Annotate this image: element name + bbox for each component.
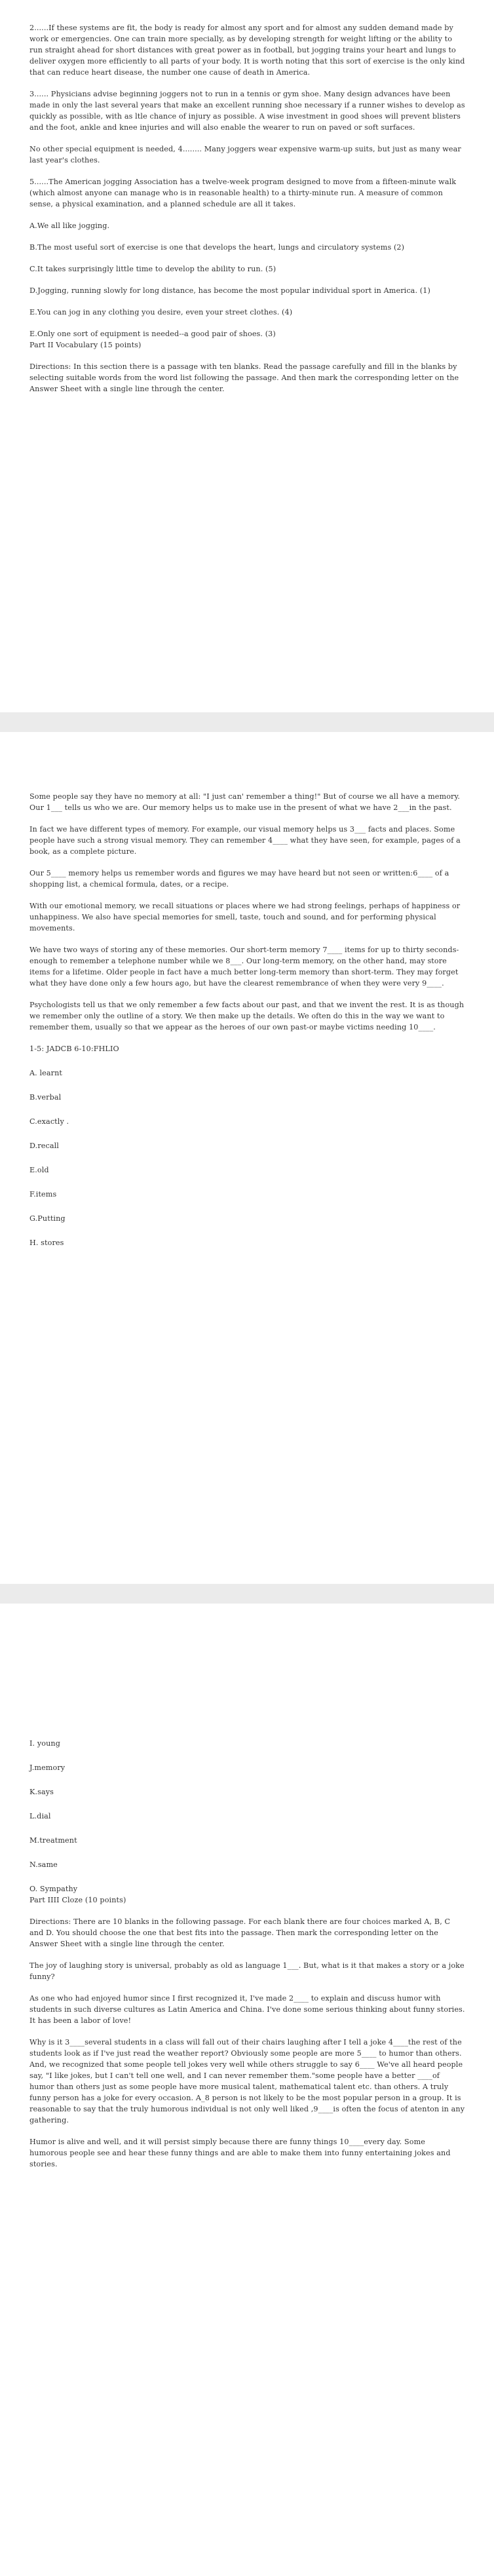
word-option: L.dial [29,1812,51,1820]
option-line: E.Only one sort of equipment is needed--a good pair of shoes. (3) [29,330,276,338]
paragraph: With our emotional memory, we recall situations or places where we had strong feelings, perhaps of happiness or unhappiness. We also have special memories for smell, taste, touch and sound, and for performing physical movements. [29,902,461,932]
option-line: B.The most useful sort of exercise is one that develops the heart, lungs and circulatory systems (2) [29,243,405,252]
paragraph: We have two ways of storing any of these memories. Our short-term memory 7____ items for up to thirty seconds-enough to remember a telephone number while we 8___. Our long-term memory, on the other hand, may store items for a lifetime. Older people in fact have a much better long-term memory than short-term. They may forget what they have done only a few hours ago, but have the clearest remembrance of when they were very 9____. [29,946,459,988]
word-option: E.old [29,1166,49,1174]
word-option: K.says [29,1788,54,1796]
word-option: H. stores [29,1239,64,1247]
paragraph: 2......If these systems are fit, the body is ready for almost any sport and for almost any sudden demand made by work or emergencies. One can train more specially, as by developing strength for weight lifting or the ability to run straight ahead for short distances with great power as in football, but jogging trains your heart and lungs to deliver oxygen more efficiently to all parts of your body. It is worth noting that this sort of exercise is the only kind that can reduce heart disease, the number one cause of death in America. [29,24,465,77]
directions: Directions: In this section there is a passage with ten blanks. Read the passage carefully and fill in the blanks by selecting suitable words from the word list following the passage. And then mark the corresponding letter on the Answer Sheet with a single line through the center. [29,362,459,393]
word-option: F.items [29,1190,57,1199]
word-option: B.verbal [29,1093,62,1102]
word-option: J.memory [29,1763,66,1772]
directions: Directions: There are 10 blanks in the following passage. For each blank there are four choices marked A, B, C and D. You should choose the one that best fits into the passage. Then mark the corresponding letter on the Answer Sheet with a single line through the center. [29,1917,451,1948]
paragraph: As one who had enjoyed humor since I first recognized it, I've made 2____ to explain and discuss humor with students in such diverse cultures as Latin America and China. I've done some serious thinking about funny stories. It has been a labor of love! [29,1994,465,2025]
paragraph: Humor is alive and well, and it will persist simply because there are funny things 10____every day. Some humorous people see and hear these funny things and are able to make them into funny entertaining jokes and stories. [29,2138,451,2168]
answer-key: 1-5: JADCB 6-10:FHLIO [29,1045,119,1053]
paragraph: In fact we have different types of memory. For example, our visual memory helps us 3___ facts and places. Some people have such a strong visual memory. They can remember 4____ what they have seen, for example, pages of a book, as a complete picture. [29,825,461,856]
option-line: C.It takes surprisingly little time to develop the ability to run. (5) [29,265,276,273]
option-line: E.You can jog in any clothing you desire, even your street clothes. (4) [29,308,293,317]
paragraph: Why is it 3____several students in a class will fall out of their chairs laughing after I tell a joke 4____the rest of the students look as if I've just read the weather report? Obviously some people are more 5____ to humor than others. And, we recognized that some people tell jokes very well while others struggle to say 6____ We've all heard people say, "I like jokes, but I can't tell one well, and I can never remember them."some people have a better ____of humor than others just as some people have more musical talent, mathematical talent etc. than others. A truly funny person has a joke for every occasion. A_8 person is not likely to be the most popular person in a group. It is reasonable to say that the truly humorous individual is not only well liked ,9____is often the focus of atenton in any gathering. [29,2038,465,2124]
document-page-2 [0,732,494,1584]
word-option: N.same [29,1860,58,1869]
paragraph: Our 5____ memory helps us remember words and figures we may have heard but not seen or written:6____ of a shopping list, a chemical formula, dates, or a recipe. [29,869,449,889]
page-separator [0,1584,494,1604]
paragraph: Some people say they have no memory at all: "I just can' remember a thing!" But of course we all have a memory. Our 1___ tells us who we are. Our memory helps us to make use in the present of what we have 2___in the past. [29,792,461,812]
section-title: Part II Vocabulary (15 points) [29,341,142,349]
paragraph: 5......The American jogging Association has a twelve-week program designed to move from a fifteen-minute walk (which almost anyone can manage who is in reasonable health) to a thirty-minute run. A measure of common sense, a physical examination, and a planned schedule are all it takes. [29,178,457,208]
paragraph: The joy of laughing story is universal, probably as old as language 1___. But, what is it that makes a story or a joke funny? [29,1961,465,1981]
option-line: A.We all like jogging. [29,221,110,230]
word-option: I. young [29,1739,60,1748]
paragraph: No other special equipment is needed, 4........ Many joggers wear expensive warm-up suits, but just as many wear last year's clothes. [29,145,461,164]
document-page-1 [0,0,494,712]
section-title: Part IIII Cloze (10 points) [29,1896,126,1904]
page-separator [0,712,494,732]
word-option: C.exactly . [29,1117,69,1126]
word-option: D.recall [29,1142,59,1150]
word-option: O. Sympathy [29,1885,78,1893]
paragraph: 3...... Physicians advise beginning joggers not to run in a tennis or gym shoe. Many design advances have been made in only the last several years that make an excellent running shoe necessary if a runner wishes to develop as quickly as possible, with as ltle chance of injury as possible. A wise investment in good shoes will prevent blisters and the foot, ankle and knee injuries and will also enable the wearer to run on paved or soft surfaces. [29,90,465,132]
paragraph: Psychologists tell us that we only remember a few facts about our past, and that we invent the rest. It is as though we remember only the outline of a story. We then make up the details. We often do this in the way we want to remember them, usually so that we appear as the heroes of our own past-or maybe victims needing 10____. [29,1001,465,1031]
word-option: A. learnt [29,1069,63,1077]
word-option: G.Putting [29,1214,66,1223]
document-page-3 [0,1604,494,2576]
word-option: M.treatment [29,1836,77,1845]
option-line: D.Jogging, running slowly for long distance, has become the most popular individual sport in America. (1) [29,286,430,295]
